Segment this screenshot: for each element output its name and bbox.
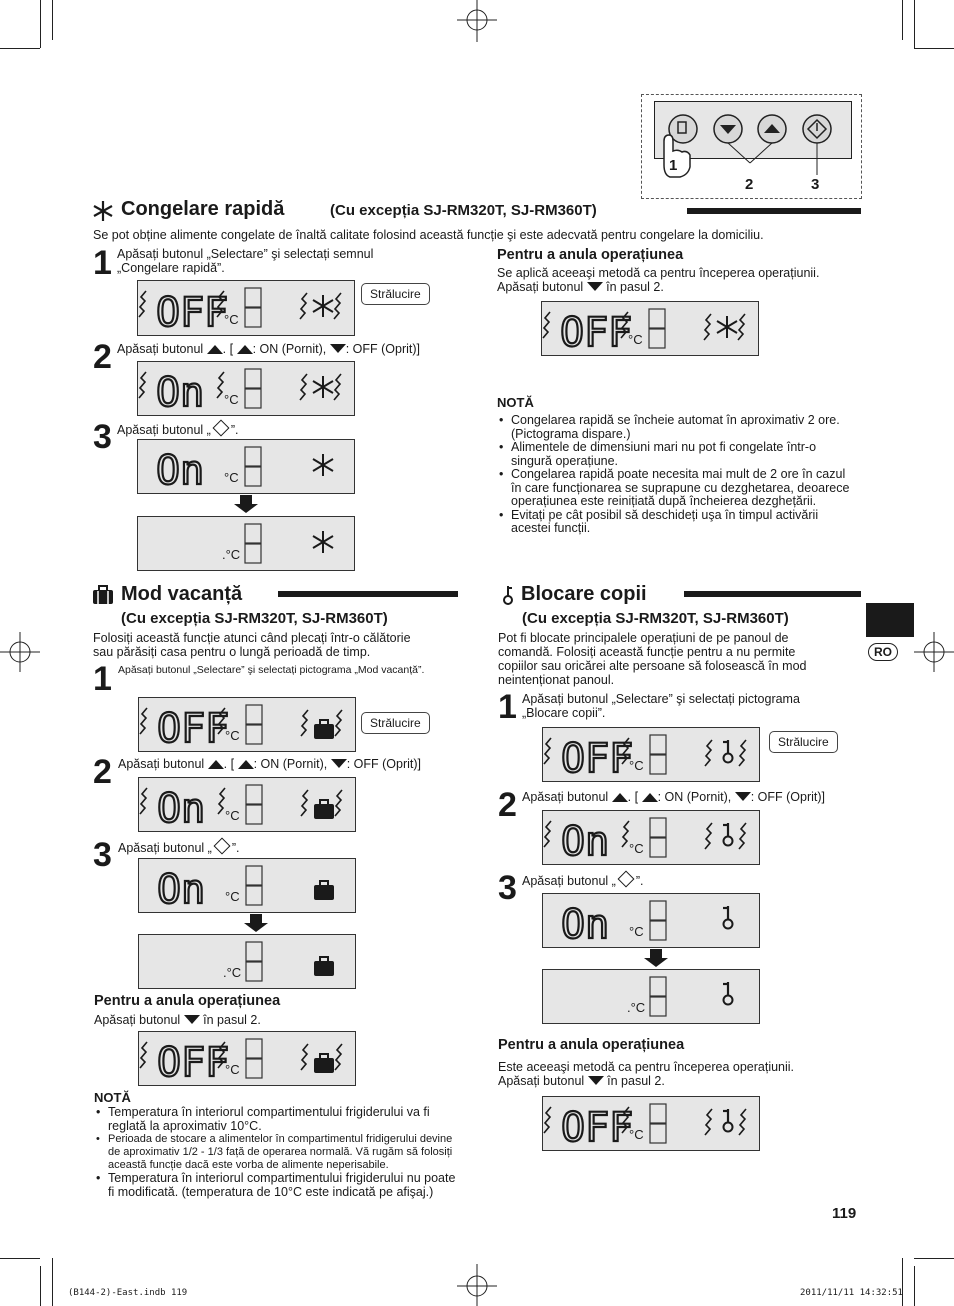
start-diamond-icon: [212, 420, 229, 437]
note-item: • Evitați pe cât posibil să deschideți uşa în timpul activării acestei funcții.: [497, 509, 859, 536]
crop-mark: [52, 1258, 53, 1306]
display-panel: [138, 858, 356, 913]
note-item: • Temperatura în interiorul compartimentului frigiderului nu poate fi modificată. (temperatura de 10°C este indicată pe afişaj.): [94, 1172, 460, 1199]
control-panel-figure: [641, 94, 862, 199]
up-arrow-icon: [208, 760, 224, 769]
note-item: • Alimentele de dimensiuni mari nu pot fi congelate într-o singură operațiune.: [497, 441, 859, 468]
down-arrow-icon: [587, 282, 603, 291]
quick-freeze-intro: Se pot obține alimente congelate de înaltă calitate folosind această funcție şi este adecvată pentru congelare la domiciliu.: [93, 228, 764, 242]
cl-cancel-line2: [498, 1074, 665, 1088]
qf-cancel-text-b: în pasul 2.: [606, 280, 664, 294]
display-panel: [542, 893, 760, 948]
lcd-digit-box: [246, 785, 262, 824]
suitcase-icon: [314, 1054, 334, 1073]
lcd-digit-box: [650, 735, 666, 774]
crop-mark: [0, 1258, 40, 1259]
snowflake-icon: [313, 531, 333, 553]
down-flow-arrow-head: [234, 504, 258, 513]
up-arrow-icon: [238, 760, 254, 769]
flash-mark-right: [622, 821, 629, 847]
cl-step3-text-a: Apăsați butonul „: [522, 874, 616, 888]
flash-mark-icon-right: [739, 823, 746, 849]
display-panel: [138, 697, 356, 752]
note-item: • Perioada de stocare a alimentelor în compartimentul fridigerului devine de aproximativ 1/2 - 1/3 față de operarea normală. Vă rugăm să folosiți această funcție dacă este vorba de alimente neperisabile.: [94, 1133, 460, 1172]
flash-mark-left: [139, 291, 146, 317]
suitcase-icon: [314, 881, 334, 900]
panel-label-2: 2: [745, 176, 754, 193]
vac-cancel-title: Pentru a anula operațiunea: [94, 993, 281, 1009]
lcd-unit: °C: [629, 758, 644, 773]
suitcase-icon: [314, 957, 334, 976]
snowflake-icon: [717, 316, 737, 338]
lcd-readout: OFF: [157, 1040, 230, 1085]
crop-mark: [914, 1266, 915, 1306]
cl-step2-text-a: Apăsați butonul: [522, 790, 609, 804]
lcd-display: [543, 728, 759, 781]
qf-step2-text-a: Apăsați butonul: [117, 342, 204, 356]
crop-mark: [40, 0, 41, 48]
qf-step2-text-c: : ON (Pornit),: [252, 342, 327, 356]
up-arrow-icon: [237, 345, 253, 354]
up-arrow-icon: [612, 793, 628, 802]
down-flow-arrow-head: [244, 923, 268, 932]
lcd-unit: °C: [225, 1062, 240, 1077]
note-item: • Congelarea rapidă se încheie automat în aproximativ 2 ore. (Pictograma dispare.): [497, 414, 859, 441]
page-number: 119: [832, 1205, 857, 1222]
lcd-unit: .°C: [627, 1000, 646, 1015]
vac-step3-text-b: ”.: [231, 841, 240, 855]
crop-mark: [0, 48, 40, 49]
vac-step1: Apăsați butonul „Selectare” şi selectați pictograma „Mod vacanță”.: [118, 664, 425, 676]
qf-cancel-line1: Se aplică aceeaşi metodă ca pentru începerea operațiunii.: [497, 266, 820, 280]
flash-mark-left: [139, 372, 146, 398]
panel-label-1: 1: [669, 157, 678, 174]
crop-mark: [914, 0, 915, 48]
display-panel: [542, 727, 760, 782]
flash-mark-icon-right: [335, 710, 342, 736]
quick-freeze-title: Congelare rapidă: [121, 198, 285, 220]
panel-label-3: 3: [811, 176, 820, 193]
lcd-digit-box: [650, 901, 666, 940]
down-arrow-icon: [184, 1015, 200, 1024]
up-arrow-icon: [207, 345, 223, 354]
lcd-display: [139, 1032, 355, 1085]
child-lock-intro-line1: Pot fi blocate principalele operațiuni de pe panoul de: [498, 631, 789, 645]
vac-step2-text-d: : OFF (Oprit)]: [346, 757, 421, 771]
qf-step3: [117, 422, 238, 437]
snowflake-icon: [313, 295, 333, 317]
registration-mark: [457, 1264, 497, 1306]
step-number: 1: [498, 688, 517, 726]
flash-mark-icon-left: [705, 823, 712, 849]
cl-cancel-title: Pentru a anula operațiunea: [498, 1037, 685, 1053]
lcd-unit: °C: [225, 728, 240, 743]
lcd-readout: On: [157, 867, 206, 912]
flash-mark-left: [544, 1107, 551, 1133]
flash-mark-left: [543, 312, 550, 338]
lcd-display: [139, 859, 355, 912]
vac-step2-text-b: . [: [223, 757, 235, 771]
callout-bubble: Strălucire: [769, 731, 838, 753]
vac-step2: [118, 757, 421, 771]
start-diamond-icon: [617, 871, 634, 888]
crop-mark: [902, 1258, 903, 1306]
lcd-unit: °C: [224, 392, 239, 407]
step-number: 2: [93, 753, 112, 791]
language-badge: RO: [868, 643, 898, 661]
lcd-display: [138, 362, 354, 415]
callout-bubble: Strălucire: [361, 712, 430, 734]
lcd-display: [139, 778, 355, 831]
flash-mark-left: [544, 738, 551, 764]
qf-step2-text-d: : OFF (Oprit)]: [345, 342, 420, 356]
flash-mark-icon-left: [300, 374, 307, 400]
note-item: • Congelarea rapidă poate necesita mai mult de 2 ore în cazul în care funcționarea se suprapune cu dezghetarea, deoarece operațiunea este reinițiată după încheierea dezghețării.: [497, 468, 859, 509]
flash-mark-left: [544, 821, 551, 847]
lcd-digit-box: [650, 1104, 666, 1143]
vac-note-title: NOTĂ: [94, 1090, 131, 1105]
cl-step2-text-b: . [: [627, 790, 639, 804]
section-rule: [684, 591, 861, 597]
display-panel: [542, 1096, 760, 1151]
key-icon: [723, 982, 733, 1005]
step-number: 1: [93, 244, 112, 282]
vac-step2-text-a: Apăsați butonul: [118, 757, 205, 771]
vac-step3-text-a: Apăsați butonul „: [118, 841, 212, 855]
flash-mark-icon-left: [301, 1044, 308, 1070]
qf-cancel-text-a: Apăsați butonul: [497, 280, 584, 294]
display-panel: [137, 280, 355, 336]
qf-step1-line1: Apăsați butonul „Selectare” şi selectați semnul: [117, 247, 374, 261]
lcd-unit: °C: [629, 841, 644, 856]
display-panel: [542, 969, 760, 1024]
section-rule: [687, 208, 861, 214]
flash-mark-icon-right: [738, 314, 745, 340]
crop-mark: [914, 1258, 954, 1259]
key-icon: [723, 823, 733, 846]
flash-mark-icon-left: [300, 293, 307, 319]
key-icon: [723, 1109, 733, 1132]
snowflake-icon: [313, 376, 333, 398]
footer-right: 2011/11/11 14:32:51: [800, 1288, 903, 1298]
vacation-intro-line1: Folosiți această funcție atunci când plecați într-o călătorie: [93, 631, 411, 645]
display-panel: [138, 1031, 356, 1086]
lcd-display: [543, 894, 759, 947]
cl-step2: [522, 790, 825, 804]
display-panel: [137, 516, 355, 571]
lcd-digit-box: [245, 288, 261, 327]
registration-mark: [0, 632, 40, 672]
key-icon: [723, 740, 733, 763]
suitcase-icon: [314, 720, 334, 739]
lcd-display: [542, 302, 758, 355]
lcd-readout: On: [157, 786, 206, 831]
lcd-readout: OFF: [561, 736, 634, 781]
lcd-display: [543, 811, 759, 864]
lcd-digit-box: [650, 818, 666, 857]
cl-cancel-line1: Este aceeaşi metodă ca pentru începerea operațiunii.: [498, 1060, 795, 1074]
qf-step2-text-b: . [: [222, 342, 234, 356]
display-panel: [138, 777, 356, 832]
vacation-title: Mod vacanță: [121, 583, 243, 605]
vacation-intro-line2: sau părăsiți casa pentru o lungă perioadă de timp.: [93, 645, 371, 659]
flash-mark-icon-left: [301, 790, 308, 816]
qf-step3-text-b: ”.: [230, 423, 239, 437]
key-icon: [723, 906, 733, 929]
lcd-display: [139, 698, 355, 751]
quick-freeze-exception: (Cu excepția SJ-RM320T, SJ-RM360T): [330, 202, 597, 219]
qf-note-title: NOTĂ: [497, 395, 534, 410]
step-number: 3: [498, 869, 517, 907]
vac-notes-list: [94, 1106, 460, 1199]
cl-step3-text-b: ”.: [635, 874, 644, 888]
vac-cancel-text-b: în pasul 2.: [203, 1013, 261, 1027]
flash-mark-right: [217, 372, 224, 398]
step-number: 3: [93, 836, 112, 874]
step-number: 2: [93, 338, 112, 376]
flash-mark-left: [140, 1042, 147, 1068]
cl-cancel-text-a: Apăsați butonul: [498, 1074, 585, 1088]
down-arrow-icon: [588, 1076, 604, 1085]
crop-mark: [902, 0, 903, 40]
lcd-digit-box: [246, 705, 262, 744]
lcd-digit-box: [245, 524, 261, 563]
lcd-display: [543, 970, 759, 1023]
crop-mark: [914, 48, 954, 49]
lcd-unit: °C: [629, 924, 644, 939]
display-panel: [542, 810, 760, 865]
lcd-readout: OFF: [156, 290, 229, 335]
vac-cancel-line: [94, 1013, 261, 1027]
lcd-digit-box: [650, 977, 666, 1016]
lcd-digit-box: [246, 1039, 262, 1078]
child-lock-intro-line2: comandă. Folosiți această funcție pentru a nu permite: [498, 645, 796, 659]
qf-step3-text-a: Apăsați butonul „: [117, 423, 211, 437]
qf-cancel-title: Pentru a anula operațiunea: [497, 247, 684, 263]
suitcase-icon: [314, 800, 334, 819]
display-panel: [137, 361, 355, 416]
lcd-unit: °C: [629, 1127, 644, 1142]
flash-mark-icon-right: [739, 1109, 746, 1135]
qf-step1-line2: „Congelare rapidă”.: [117, 261, 225, 275]
lcd-digit-box: [246, 866, 262, 905]
lcd-unit: °C: [225, 889, 240, 904]
child-lock-intro-line4: neintenționat panoul.: [498, 673, 615, 687]
lcd-unit: °C: [224, 470, 239, 485]
child-lock-title: Blocare copii: [521, 583, 647, 605]
lcd-display: [138, 517, 354, 570]
down-arrow-icon: [330, 344, 346, 353]
display-panel: [138, 934, 356, 989]
cl-step3: [522, 873, 643, 888]
flash-mark-icon-left: [705, 740, 712, 766]
language-tab: [866, 603, 914, 637]
vac-step3: [118, 840, 239, 855]
registration-mark: [457, 0, 497, 42]
start-diamond-icon: [213, 838, 230, 855]
display-panel: [541, 301, 759, 356]
cl-step1-line1: Apăsați butonul „Selectare” şi selectați pictograma: [522, 692, 800, 706]
flash-mark-left: [140, 708, 147, 734]
display-panel: [137, 439, 355, 494]
flash-mark-left: [140, 788, 147, 814]
qf-step2: [117, 342, 420, 356]
cl-step2-text-d: : OFF (Oprit)]: [750, 790, 825, 804]
snowflake-icon: [313, 454, 333, 476]
key-icon: [500, 584, 516, 606]
callout-bubble: Strălucire: [361, 283, 430, 305]
qf-notes-list: [497, 414, 859, 536]
lcd-display: [543, 1097, 759, 1150]
cl-cancel-text-b: în pasul 2.: [607, 1074, 665, 1088]
lcd-unit: °C: [225, 808, 240, 823]
flash-mark-right: [218, 788, 225, 814]
lcd-display: [138, 281, 354, 335]
lcd-readout: On: [156, 370, 205, 415]
lcd-unit: °C: [628, 332, 643, 347]
lcd-digit-box: [245, 447, 261, 486]
lcd-readout: On: [561, 902, 610, 947]
lcd-readout: OFF: [157, 706, 230, 751]
registration-mark: [914, 632, 954, 672]
suitcase-icon: [92, 585, 114, 605]
down-arrow-icon: [735, 792, 751, 801]
crop-mark: [40, 1266, 41, 1306]
cl-step2-text-c: : ON (Pornit),: [657, 790, 732, 804]
lcd-digit-box: [649, 309, 665, 348]
child-lock-exception: (Cu excepția SJ-RM320T, SJ-RM360T): [522, 610, 789, 627]
lcd-digit-box: [245, 369, 261, 408]
flash-mark-icon-right: [739, 740, 746, 766]
flash-mark-icon-left: [301, 710, 308, 736]
up-arrow-icon: [642, 793, 658, 802]
qf-cancel-line2: [497, 280, 664, 294]
flash-mark-icon-left: [704, 314, 711, 340]
flash-mark-icon-left: [705, 1109, 712, 1135]
cl-step1-line2: „Blocare copii”.: [522, 706, 606, 720]
flash-mark-icon-right: [335, 790, 342, 816]
down-flow-arrow-head: [644, 958, 668, 967]
flash-mark-icon-right: [334, 374, 341, 400]
note-item: • Temperatura în interiorul compartimentului frigiderului va fi reglată la aproximativ 10°C.: [94, 1106, 460, 1133]
lcd-readout: OFF: [561, 1105, 634, 1150]
lcd-unit: .°C: [223, 965, 242, 980]
lcd-display: [139, 935, 355, 988]
vac-step2-text-c: : ON (Pornit),: [253, 757, 328, 771]
section-rule: [278, 591, 458, 597]
vac-cancel-text-a: Apăsați butonul: [94, 1013, 181, 1027]
lcd-digit-box: [246, 942, 262, 981]
footer-left: (B144-2)-East.indb 119: [68, 1288, 188, 1298]
lcd-readout: OFF: [560, 310, 633, 355]
child-lock-intro-line3: copiilor sau oricărei alte persoane să folosească în mod: [498, 659, 807, 673]
lcd-unit: .°C: [222, 547, 241, 562]
lcd-readout: On: [156, 448, 205, 493]
step-number: 2: [498, 786, 517, 824]
flash-mark-icon-right: [334, 293, 341, 319]
flash-mark-icon-right: [335, 1044, 342, 1070]
down-arrow-icon: [331, 759, 347, 768]
step-number: 3: [93, 418, 112, 456]
lcd-unit: °C: [224, 312, 239, 327]
snowflake-icon: [92, 200, 114, 222]
crop-mark: [52, 0, 53, 40]
lcd-readout: On: [561, 819, 610, 864]
lcd-display: [138, 440, 354, 493]
step-number: 1: [93, 660, 112, 698]
vacation-exception: (Cu excepția SJ-RM320T, SJ-RM360T): [121, 610, 388, 627]
